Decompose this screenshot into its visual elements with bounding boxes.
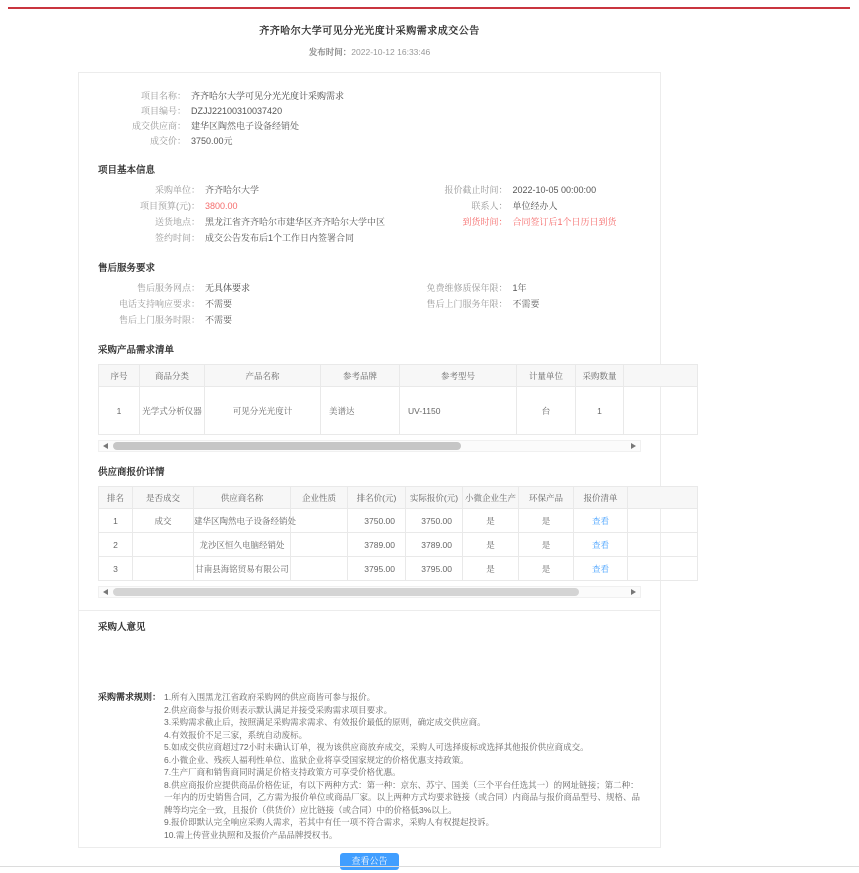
quote-table-viewport xyxy=(98,486,641,581)
product-table-row: 1 光学式分析仪器 可见分光光度计 美谱达 UV-1150 台 1 xyxy=(99,387,698,435)
basic-info-grid xyxy=(98,182,641,246)
product-table xyxy=(98,364,698,435)
basic-info-arrival-time: 到货时间： 合同签订后1个日历日到货 xyxy=(462,217,617,227)
summary-row-deal-price: 成交价： 3750.00元 xyxy=(149,136,233,146)
scroll-left-icon[interactable] xyxy=(100,441,112,451)
section-title-quotes: 供应商报价详情 xyxy=(98,467,165,478)
rule-item: 4.有效报价不足三家，系统自动废标。 xyxy=(164,729,308,740)
section-divider xyxy=(79,610,660,611)
product-table-viewport xyxy=(98,364,641,435)
cell-sliver xyxy=(628,557,698,581)
rule-item: 9.报价即默认完全响应采购人需求，若其中有任一项不符合需求，采购人有权提起投诉。 xyxy=(164,817,495,827)
basic-info-buyer: 采购单位： 齐齐哈尔大学 xyxy=(154,185,260,195)
buyer-opinion-empty xyxy=(98,633,641,683)
section-title-buyer-opinion: 采购人意见 xyxy=(98,622,146,633)
quote-table-row: 2 龙沙区恒久电脑经销处 3789.00 3789.00 是 是 查看 xyxy=(99,533,698,557)
quote-table xyxy=(98,486,698,581)
view-quote-link[interactable]: 查看 xyxy=(591,515,609,526)
rules-label: 采购需求规则： xyxy=(98,692,162,702)
basic-info-quote-deadline: 报价截止时间： 2022-10-05 00:00:00 xyxy=(444,185,597,195)
summary-row-project-no: 项目编号： DZJJ22100310037420 xyxy=(140,106,283,116)
section-title-after-sale: 售后服务要求 xyxy=(98,263,156,274)
after-sale-phone-support: 电话支持响应要求： 不需要 xyxy=(118,299,233,309)
summary-row-project-name: 项目名称： 齐齐哈尔大学可见分光光度计采购需求 xyxy=(140,91,345,101)
quote-table-row: 1 成交 建华区陶然电子设备经销处 3750.00 3750.00 是 是 查看 xyxy=(99,509,698,533)
product-table-scrollbar[interactable] xyxy=(98,440,641,452)
cell-sliver xyxy=(624,387,698,435)
product-table-header-row: 序号 商品分类 产品名称 参考品牌 参考型号 计量单位 采购数量 xyxy=(99,365,698,387)
rule-item: 3.采购需求截止后，按照满足采购需求需求、有效报价最低的原则，确定成交供应商。 xyxy=(164,717,486,727)
cell-sliver xyxy=(628,509,698,533)
rule-item: 8.供应商报价应提供商品价格佐证，有以下两种方式：第一种：京东、苏宁、国美（三个平台任选其一）的网址链接；第二种：一年内的历史销售合同，乙方需为报价单位或商品厂家。以上两种方式均要求链接（或合同）内商品与报价商品型号、规格、品牌等均完全一致，且报价（供货价）应比链接（或合同）中的价格低3%以上。 xyxy=(164,779,641,815)
quote-table-row: 3 甘南县海铭贸易有限公司 3795.00 3795.00 是 是 查看 xyxy=(99,557,698,581)
publish-time xyxy=(78,46,661,58)
basic-info-budget: 项目预算(元)： 3800.00 xyxy=(140,201,238,211)
column-sliver xyxy=(628,487,698,509)
summary-row-winning-supplier: 成交供应商： 建华区陶然电子设备经销处 xyxy=(131,121,300,131)
project-summary xyxy=(98,89,641,149)
basic-info-sign-time: 签约时间： 成交公告发布后1个工作日内签署合同 xyxy=(154,233,355,243)
basic-info-delivery-place: 送货地点： 黑龙江省齐齐哈尔市建华区齐齐哈尔大学中区 xyxy=(154,217,386,227)
section-title-basic-info: 项目基本信息 xyxy=(98,165,156,176)
cell-sliver xyxy=(628,533,698,557)
scrollbar-thumb[interactable] xyxy=(113,588,579,596)
scrollbar-thumb[interactable] xyxy=(113,442,461,450)
rule-item: 6.小微企业、残疾人福利性单位、监狱企业将享受国家规定的价格优惠支持政策。 xyxy=(164,754,469,765)
view-quote-link[interactable]: 查看 xyxy=(591,563,609,574)
scroll-right-icon[interactable] xyxy=(627,587,639,597)
after-sale-service-outlet: 售后服务网点： 无具体要求 xyxy=(136,283,251,293)
quote-table-header-row: 排名 是否成交 供应商名称 企业性质 排名价(元) 实际报价(元) 小微企业生产 环保产品 报价清单 xyxy=(99,487,698,509)
after-sale-warranty-years: 免费维修质保年限： 1年 xyxy=(426,283,527,293)
procurement-rules xyxy=(98,691,641,841)
rule-item: 5.如成交供应商超过72小时未确认订单，视为该供应商放弃成交，采购人可选择废标或选择其他报价供应商成交。 xyxy=(164,742,589,752)
after-sale-onsite-limit: 售后上门服务时限： 不需要 xyxy=(118,315,233,325)
section-title-product-list: 采购产品需求清单 xyxy=(98,345,175,356)
quote-table-scrollbar[interactable] xyxy=(98,586,641,598)
page-title: 齐齐哈尔大学可见分光光度计采购需求成交公告 xyxy=(259,26,480,37)
page-bottom-line xyxy=(0,866,859,867)
publish-time-label: 发布时间： xyxy=(308,47,352,57)
announcement-page xyxy=(78,14,661,866)
rule-item: 10.需上传营业执照和及报价产品品牌授权书。 xyxy=(164,829,338,840)
scroll-right-icon[interactable] xyxy=(627,441,639,451)
view-announcement-button[interactable]: 查看公告 xyxy=(340,853,398,870)
rule-item: 1.所有入围黑龙江省政府采购网的供应商皆可参与报价。 xyxy=(164,692,376,702)
column-sliver xyxy=(624,365,698,387)
announcement-card xyxy=(78,72,661,866)
after-sale-onsite-years: 售后上门服务年限： 不需要 xyxy=(426,299,540,309)
scroll-left-icon[interactable] xyxy=(100,587,112,597)
top-accent-line xyxy=(8,7,850,9)
rule-item: 7.生产厂商和销售商同时满足价格支持政策方可享受价格优惠。 xyxy=(164,767,401,777)
basic-info-contact: 联系人： 单位经办人 xyxy=(471,201,558,211)
rule-item: 2.供应商参与报价则表示默认满足并接受采购需求项目要求。 xyxy=(164,704,393,715)
after-sale-grid xyxy=(98,280,641,328)
publish-time-value: 2022-10-12 16:33:46 xyxy=(351,47,431,57)
view-quote-link[interactable]: 查看 xyxy=(591,539,609,550)
